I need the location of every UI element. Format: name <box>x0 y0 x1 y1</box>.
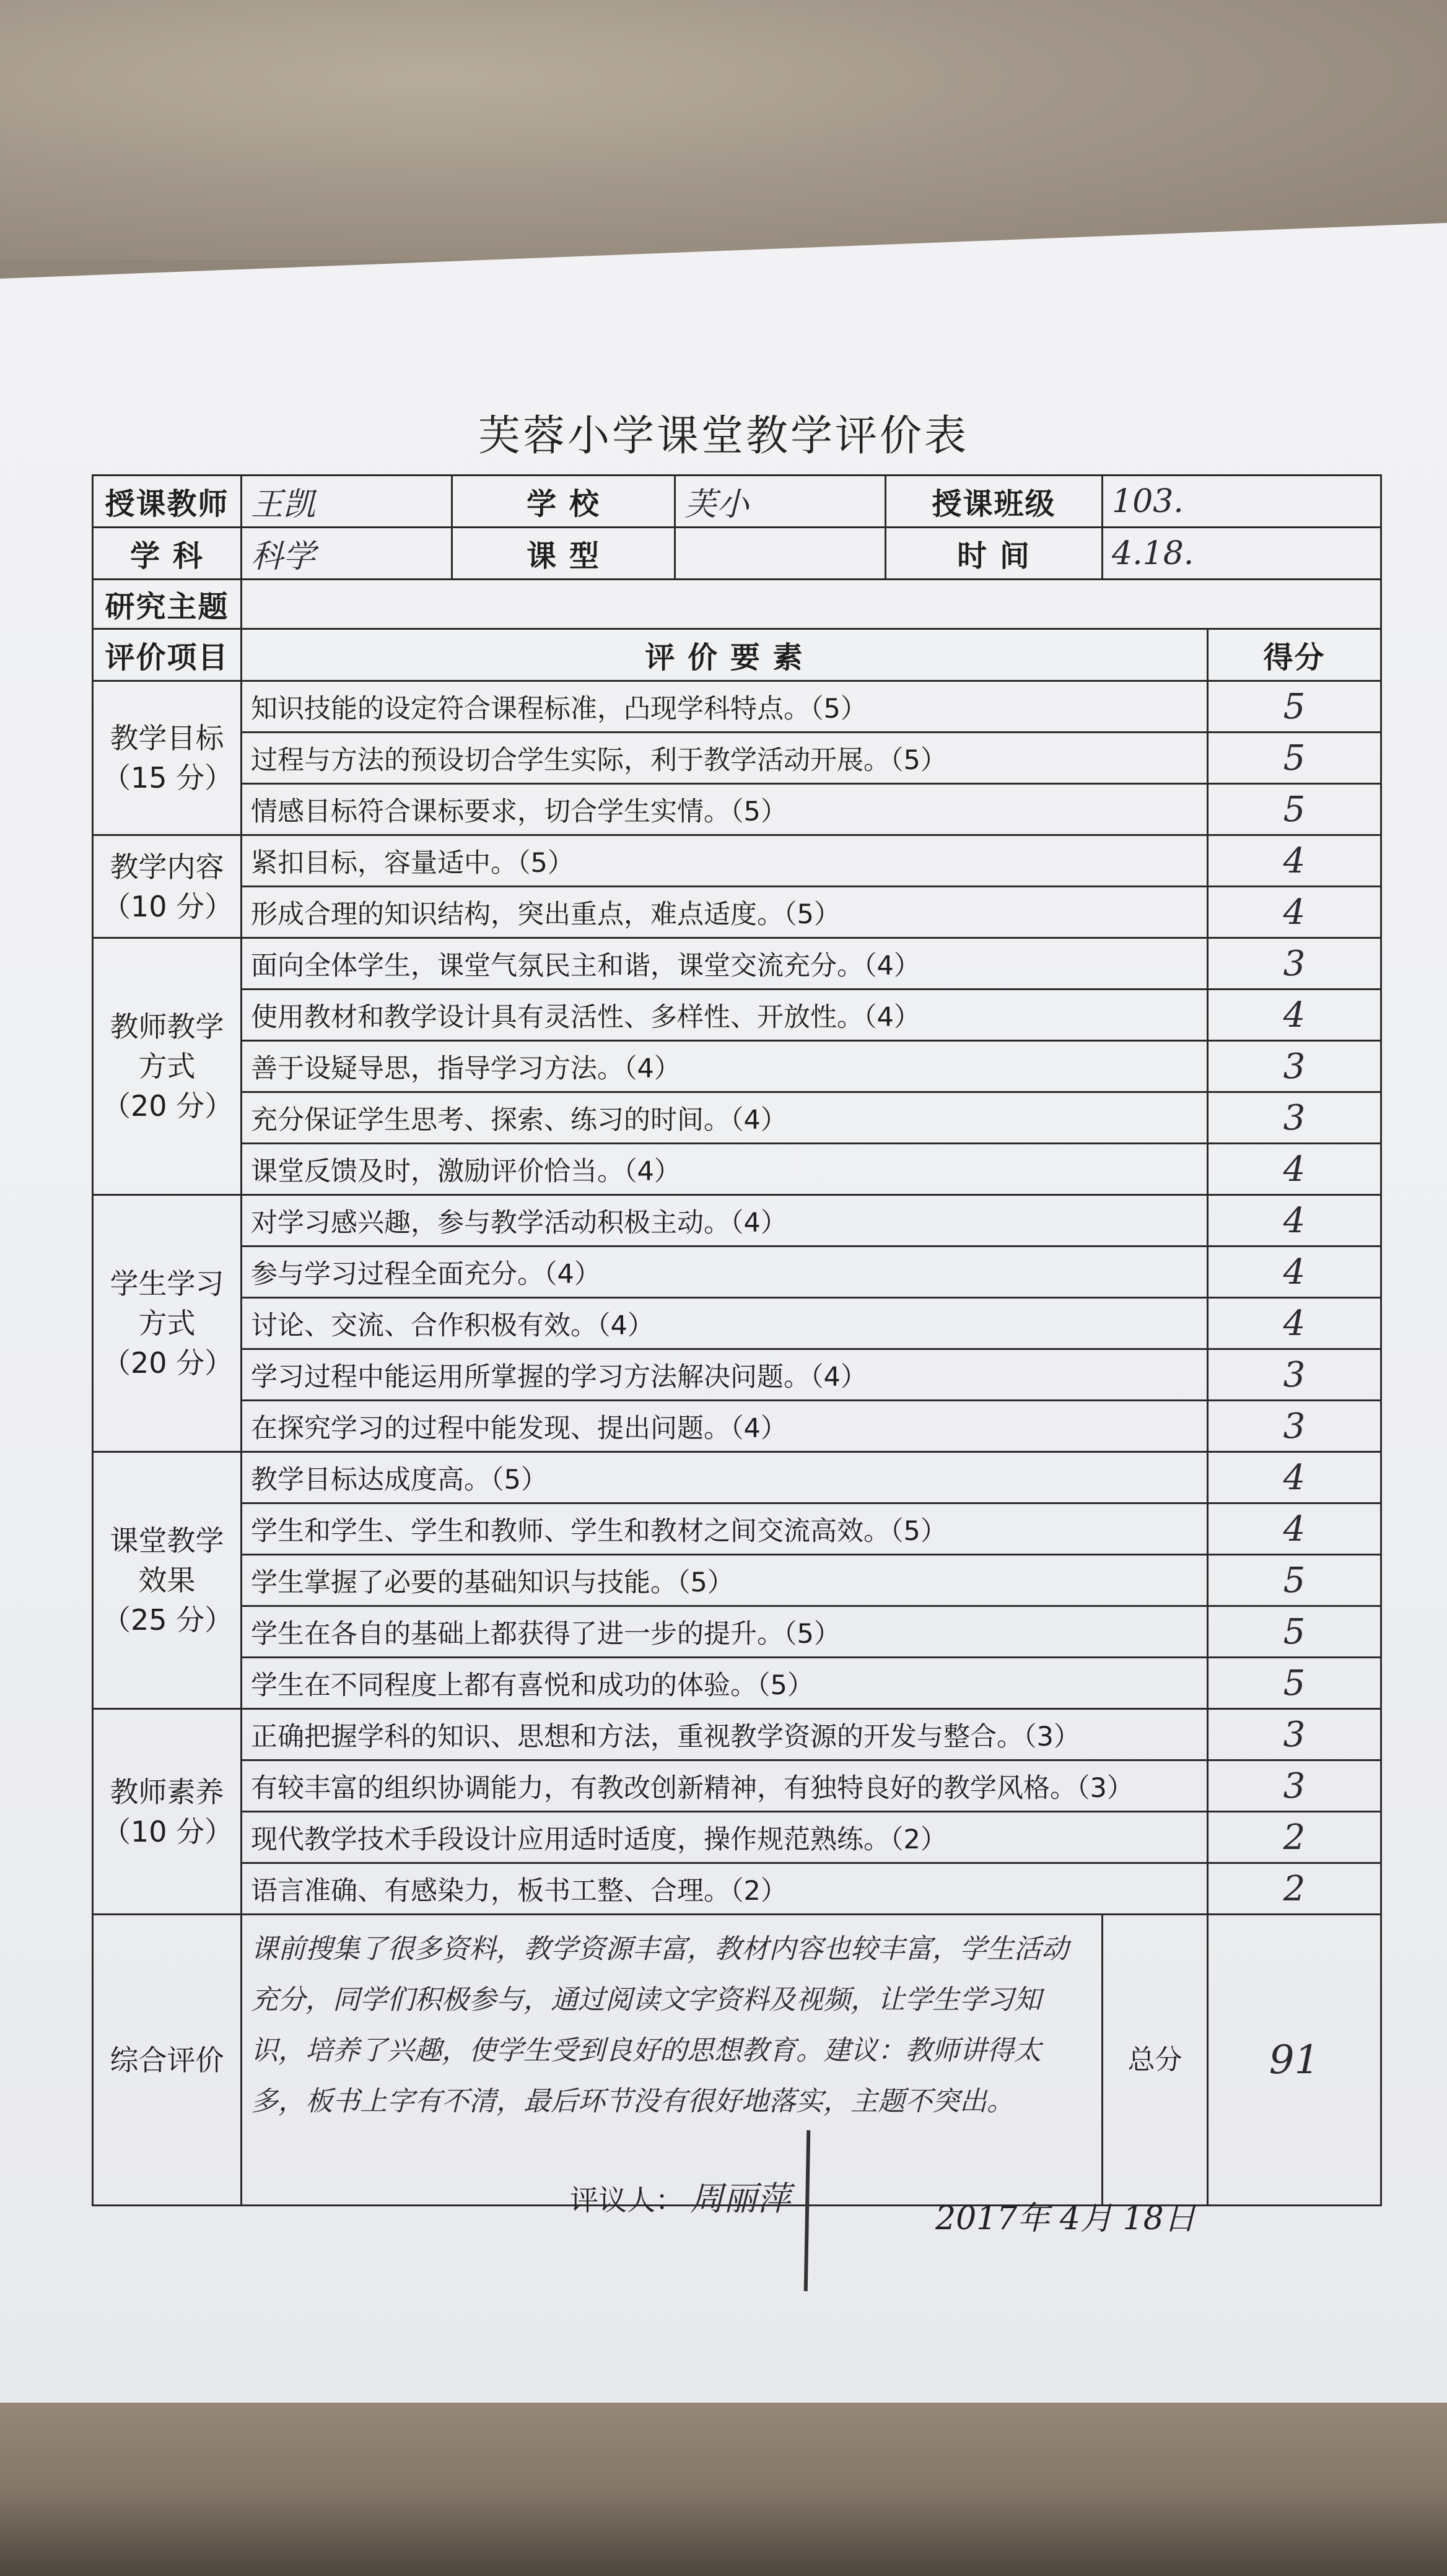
evaluation-table <box>92 474 1382 2206</box>
table-row <box>93 1041 1381 1092</box>
criterion-text: 正确把握学科的知识、思想和方法，重视教学资源的开发与整合。（3） <box>242 1709 1208 1760</box>
class-value: 103. <box>1103 476 1381 528</box>
table-row <box>93 1606 1381 1658</box>
category-label: 课堂教学 效果 （25 分） <box>93 1452 242 1709</box>
subject-value: 科学 <box>242 528 452 580</box>
criterion-text: 学生掌握了必要的基础知识与技能。（5） <box>242 1555 1208 1606</box>
table-row <box>93 938 1381 990</box>
criterion-score: 4 <box>1208 835 1381 887</box>
category-label: 学生学习 方式 （20 分） <box>93 1195 242 1452</box>
header-row-2 <box>93 528 1381 580</box>
criterion-score: 3 <box>1208 1401 1381 1452</box>
criterion-score: 4 <box>1208 1503 1381 1555</box>
type-label: 课 型 <box>452 528 675 580</box>
criterion-score: 5 <box>1208 681 1381 733</box>
criterion-score: 4 <box>1208 1298 1381 1349</box>
table-row <box>93 784 1381 835</box>
school-label: 学 校 <box>452 476 675 528</box>
criterion-score: 3 <box>1208 1041 1381 1092</box>
col-header-score: 得分 <box>1208 629 1381 681</box>
header-row-3 <box>93 580 1381 629</box>
table-row <box>93 1298 1381 1349</box>
criterion-score: 4 <box>1208 1247 1381 1298</box>
overall-label: 综合评价 <box>93 1915 242 2206</box>
criterion-text: 讨论、交流、合作积极有效。（4） <box>242 1298 1208 1349</box>
criterion-score: 5 <box>1208 1555 1381 1606</box>
table-row <box>93 1092 1381 1144</box>
criterion-text: 充分保证学生思考、探索、练习的时间。（4） <box>242 1092 1208 1144</box>
criterion-score: 3 <box>1208 1709 1381 1760</box>
topic-value <box>242 580 1381 629</box>
teacher-value: 王凯 <box>242 476 452 528</box>
category-label: 教学目标 （15 分） <box>93 681 242 835</box>
criterion-score: 3 <box>1208 938 1381 990</box>
header-row-1 <box>93 476 1381 528</box>
form-title: 芙蓉小学课堂教学评价表 <box>478 412 969 461</box>
table-row <box>93 1247 1381 1298</box>
criterion-score: 2 <box>1208 1812 1381 1863</box>
table-row <box>93 1195 1381 1247</box>
overall-row <box>93 1915 1381 2206</box>
criterion-text: 学生在各自的基础上都获得了进一步的提升。（5） <box>242 1606 1208 1658</box>
criterion-text: 学生在不同程度上都有喜悦和成功的体验。（5） <box>242 1658 1208 1709</box>
criterion-text: 知识技能的设定符合课程标准，凸现学科特点。（5） <box>242 681 1208 733</box>
table-row <box>93 1503 1381 1555</box>
criterion-text: 紧扣目标，容量适中。（5） <box>242 835 1208 887</box>
criterion-text: 学生和学生、学生和教师、学生和教材之间交流高效。（5） <box>242 1503 1208 1555</box>
criterion-text: 面向全体学生，课堂气氛民主和谐，课堂交流充分。（4） <box>242 938 1208 990</box>
table-row <box>93 887 1381 938</box>
criterion-score: 3 <box>1208 1760 1381 1812</box>
time-value: 4.18. <box>1103 528 1381 580</box>
criterion-text: 形成合理的知识结构，突出重点，难点适度。（5） <box>242 887 1208 938</box>
school-value: 芙小 <box>675 476 886 528</box>
table-row <box>93 1401 1381 1452</box>
criterion-score: 3 <box>1208 1092 1381 1144</box>
table-row <box>93 835 1381 887</box>
table-row <box>93 990 1381 1041</box>
table-row <box>93 1863 1381 1915</box>
total-score: 91 <box>1208 1915 1381 2206</box>
total-label: 总分 <box>1103 1915 1208 2206</box>
category-label: 教师教学 方式 （20 分） <box>93 938 242 1195</box>
criterion-text: 有较丰富的组织协调能力，有教改创新精神，有独特良好的教学风格。（3） <box>242 1760 1208 1812</box>
criterion-text: 在探究学习的过程中能发现、提出问题。（4） <box>242 1401 1208 1452</box>
table-row <box>93 1555 1381 1606</box>
table-row <box>93 1658 1381 1709</box>
criterion-text: 学习过程中能运用所掌握的学习方法解决问题。（4） <box>242 1349 1208 1401</box>
col-header-item: 评价项目 <box>93 629 242 681</box>
criterion-score: 3 <box>1208 1349 1381 1401</box>
criterion-text: 教学目标达成度高。（5） <box>242 1452 1208 1503</box>
table-row <box>93 1452 1381 1503</box>
criterion-score: 4 <box>1208 1452 1381 1503</box>
category-label: 教学内容 （10 分） <box>93 835 242 938</box>
evaluator <box>570 2172 790 2220</box>
col-header-elements: 评 价 要 素 <box>242 629 1208 681</box>
evaluation-date: 2017年 4月 18日 <box>935 2200 1196 2237</box>
subject-label: 学 科 <box>93 528 242 580</box>
criterion-score: 5 <box>1208 784 1381 835</box>
evaluator-label: 评议人： <box>570 2183 684 2217</box>
criterion-score: 5 <box>1208 733 1381 784</box>
criterion-score: 4 <box>1208 990 1381 1041</box>
table-row <box>93 1760 1381 1812</box>
table-row <box>93 1709 1381 1760</box>
background-top <box>0 0 1447 260</box>
criterion-text: 过程与方法的预设切合学生实际，利于教学活动开展。（5） <box>242 733 1208 784</box>
criterion-text: 课堂反馈及时，激励评价恰当。（4） <box>242 1144 1208 1195</box>
criterion-score: 4 <box>1208 1144 1381 1195</box>
teacher-label: 授课教师 <box>93 476 242 528</box>
table-body <box>93 476 1381 2206</box>
table-row <box>93 681 1381 733</box>
criterion-text: 语言准确、有感染力，板书工整、合理。（2） <box>242 1863 1208 1915</box>
class-label: 授课班级 <box>886 476 1103 528</box>
criterion-score: 5 <box>1208 1658 1381 1709</box>
topic-label: 研究主题 <box>93 580 242 629</box>
criterion-text: 使用教材和教学设计具有灵活性、多样性、开放性。（4） <box>242 990 1208 1041</box>
criterion-text: 现代教学技术手段设计应用适时适度，操作规范熟练。（2） <box>242 1812 1208 1863</box>
criterion-text: 对学习感兴趣，参与教学活动积极主动。（4） <box>242 1195 1208 1247</box>
table-row <box>93 1144 1381 1195</box>
table-row <box>93 1812 1381 1863</box>
criterion-score: 4 <box>1208 1195 1381 1247</box>
table-row <box>93 1349 1381 1401</box>
category-label: 教师素养 （10 分） <box>93 1709 242 1915</box>
type-value <box>675 528 886 580</box>
criterion-score: 4 <box>1208 887 1381 938</box>
overall-comment: 课前搜集了很多资料，教学资源丰富，教材内容也较丰富，学生活动充分，同学们积极参与，通过阅读文字资料及视频，让学生学习知识，培养了兴趣，使学生受到良好的思想教育。建议：教师讲得太多，板书上字有不清，最后环节没有很好地落实，主题不突出。 <box>242 1915 1103 2206</box>
criterion-text: 善于设疑导思，指导学习方法。（4） <box>242 1041 1208 1092</box>
evaluator-signature: 周丽萍 <box>690 2179 790 2218</box>
criterion-text: 情感目标符合课标要求，切合学生实情。（5） <box>242 784 1208 835</box>
table-row <box>93 733 1381 784</box>
column-header-row <box>93 629 1381 681</box>
criterion-text: 参与学习过程全面充分。（4） <box>242 1247 1208 1298</box>
criterion-score: 2 <box>1208 1863 1381 1915</box>
criterion-score: 5 <box>1208 1606 1381 1658</box>
time-label: 时 间 <box>886 528 1103 580</box>
